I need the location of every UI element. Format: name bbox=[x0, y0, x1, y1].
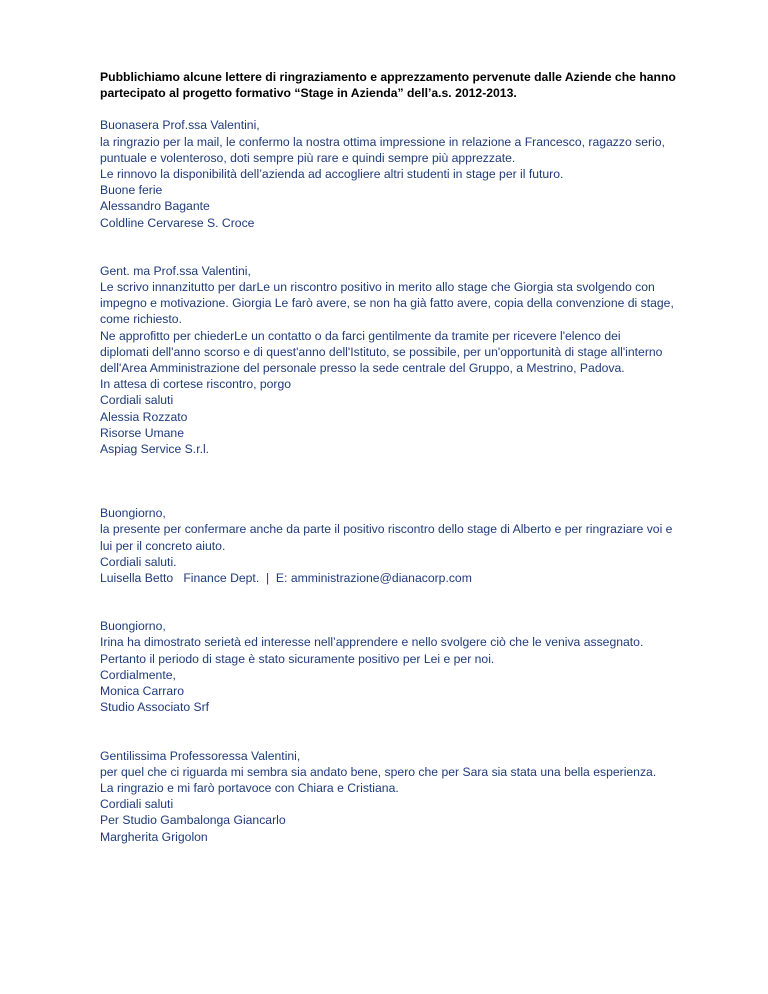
letter-gambalonga bbox=[100, 748, 680, 845]
letter-coldline bbox=[100, 117, 680, 230]
letter-line: Aspiag Service S.r.l. bbox=[100, 442, 210, 457]
letter-line: Buone ferie bbox=[100, 183, 163, 198]
letter-line: Ne approfitto per chiederLe un contatto o da farci gentilmente da tramite per ricevere l'elenco dei bbox=[100, 328, 621, 343]
letter-line: Studio Associato Srf bbox=[100, 700, 210, 715]
letter-line: Alessandro Bagante bbox=[100, 199, 210, 214]
letter-line: lui per il concreto aiuto. bbox=[100, 538, 226, 553]
letter-line: Gent. ma Prof.ssa Valentini, bbox=[100, 263, 251, 278]
document-page bbox=[100, 69, 680, 845]
spacer bbox=[100, 716, 680, 748]
letter-dianacorp bbox=[100, 505, 680, 586]
letter-line: Buonasera Prof.ssa Valentini, bbox=[100, 118, 260, 133]
document-heading bbox=[100, 69, 680, 101]
letter-line: Luisella Betto Finance Dept. | E: amministrazione@dianacorp.com bbox=[100, 571, 472, 586]
letter-line: Per Studio Gambalonga Giancarlo bbox=[100, 813, 286, 828]
letter-line: la ringrazio per la mail, le confermo la nostra ottima impressione in relazione a Francesco, ragazzo serio, bbox=[100, 134, 665, 149]
letter-line: Le rinnovo la disponibilità dell’azienda ad accogliere altri studenti in stage per il futuro. bbox=[100, 167, 564, 182]
letter-line: impegno e motivazione. Giorgia Le farò avere, se non ha già fatto avere, copia della convenzione di stage, bbox=[100, 296, 674, 311]
letter-line: Buongiorno, bbox=[100, 619, 166, 634]
letter-line: Risorse Umane bbox=[100, 425, 184, 440]
spacer bbox=[100, 586, 680, 618]
spacer bbox=[100, 457, 680, 505]
letter-aspiag bbox=[100, 263, 680, 457]
letter-line: La ringrazio e mi farò portavoce con Chiara e Cristiana. bbox=[100, 780, 399, 795]
letter-line: Cordiali saluti bbox=[100, 393, 174, 408]
heading-line: Pubblichiamo alcune lettere di ringraziamento e apprezzamento pervenute dalle Aziende che hanno bbox=[100, 70, 676, 84]
letter-line: la presente per confermare anche da parte il positivo riscontro dello stage di Alberto e per ringraziare voi e bbox=[100, 522, 673, 537]
letter-line: Buongiorno, bbox=[100, 506, 166, 521]
letter-line: diplomati dell'anno scorso e di quest'anno dell'Istituto, se possibile, per un'opportunità di stage all'interno bbox=[100, 344, 663, 359]
letter-line: Coldline Cervarese S. Croce bbox=[100, 215, 255, 230]
letter-line: Gentilissima Professoressa Valentini, bbox=[100, 748, 301, 763]
letter-line: puntuale e volenteroso, doti sempre più rare e quindi sempre più apprezzate. bbox=[100, 150, 516, 165]
letter-line: Monica Carraro bbox=[100, 684, 184, 699]
letter-line: In attesa di cortese riscontro, porgo bbox=[100, 377, 292, 392]
letter-line: Pertanto il periodo di stage è stato sicuramente positivo per Lei e per noi. bbox=[100, 651, 495, 666]
letter-line: Irina ha dimostrato serietà ed interesse nell’apprendere e nello svolgere ciò che le veniva assegnato. bbox=[100, 635, 644, 650]
letter-line: Margherita Grigolon bbox=[100, 829, 208, 844]
heading-line: partecipato al progetto formativo “Stage in Azienda” dell’a.s. 2012-2013. bbox=[100, 86, 517, 101]
letter-line: per quel che ci riguarda mi sembra sia andato bene, spero che per Sara sia stata una bella esperienza. bbox=[100, 764, 657, 779]
letter-line: come richiesto. bbox=[100, 312, 182, 327]
letter-line: Le scrivo innanzitutto per darLe un riscontro positivo in merito allo stage che Giorgia sta svolgendo con bbox=[100, 280, 655, 295]
letter-line: Cordiali saluti. bbox=[100, 554, 177, 569]
letter-line: Cordialmente, bbox=[100, 667, 176, 682]
spacer bbox=[100, 231, 680, 263]
letter-line: Alessia Rozzato bbox=[100, 409, 188, 424]
letter-line: dell'Area Amministrazione del personale presso la sede centrale del Gruppo, a Mestrino, Padova. bbox=[100, 361, 625, 376]
letter-studio-associato bbox=[100, 618, 680, 715]
letter-line: Cordiali saluti bbox=[100, 797, 174, 812]
